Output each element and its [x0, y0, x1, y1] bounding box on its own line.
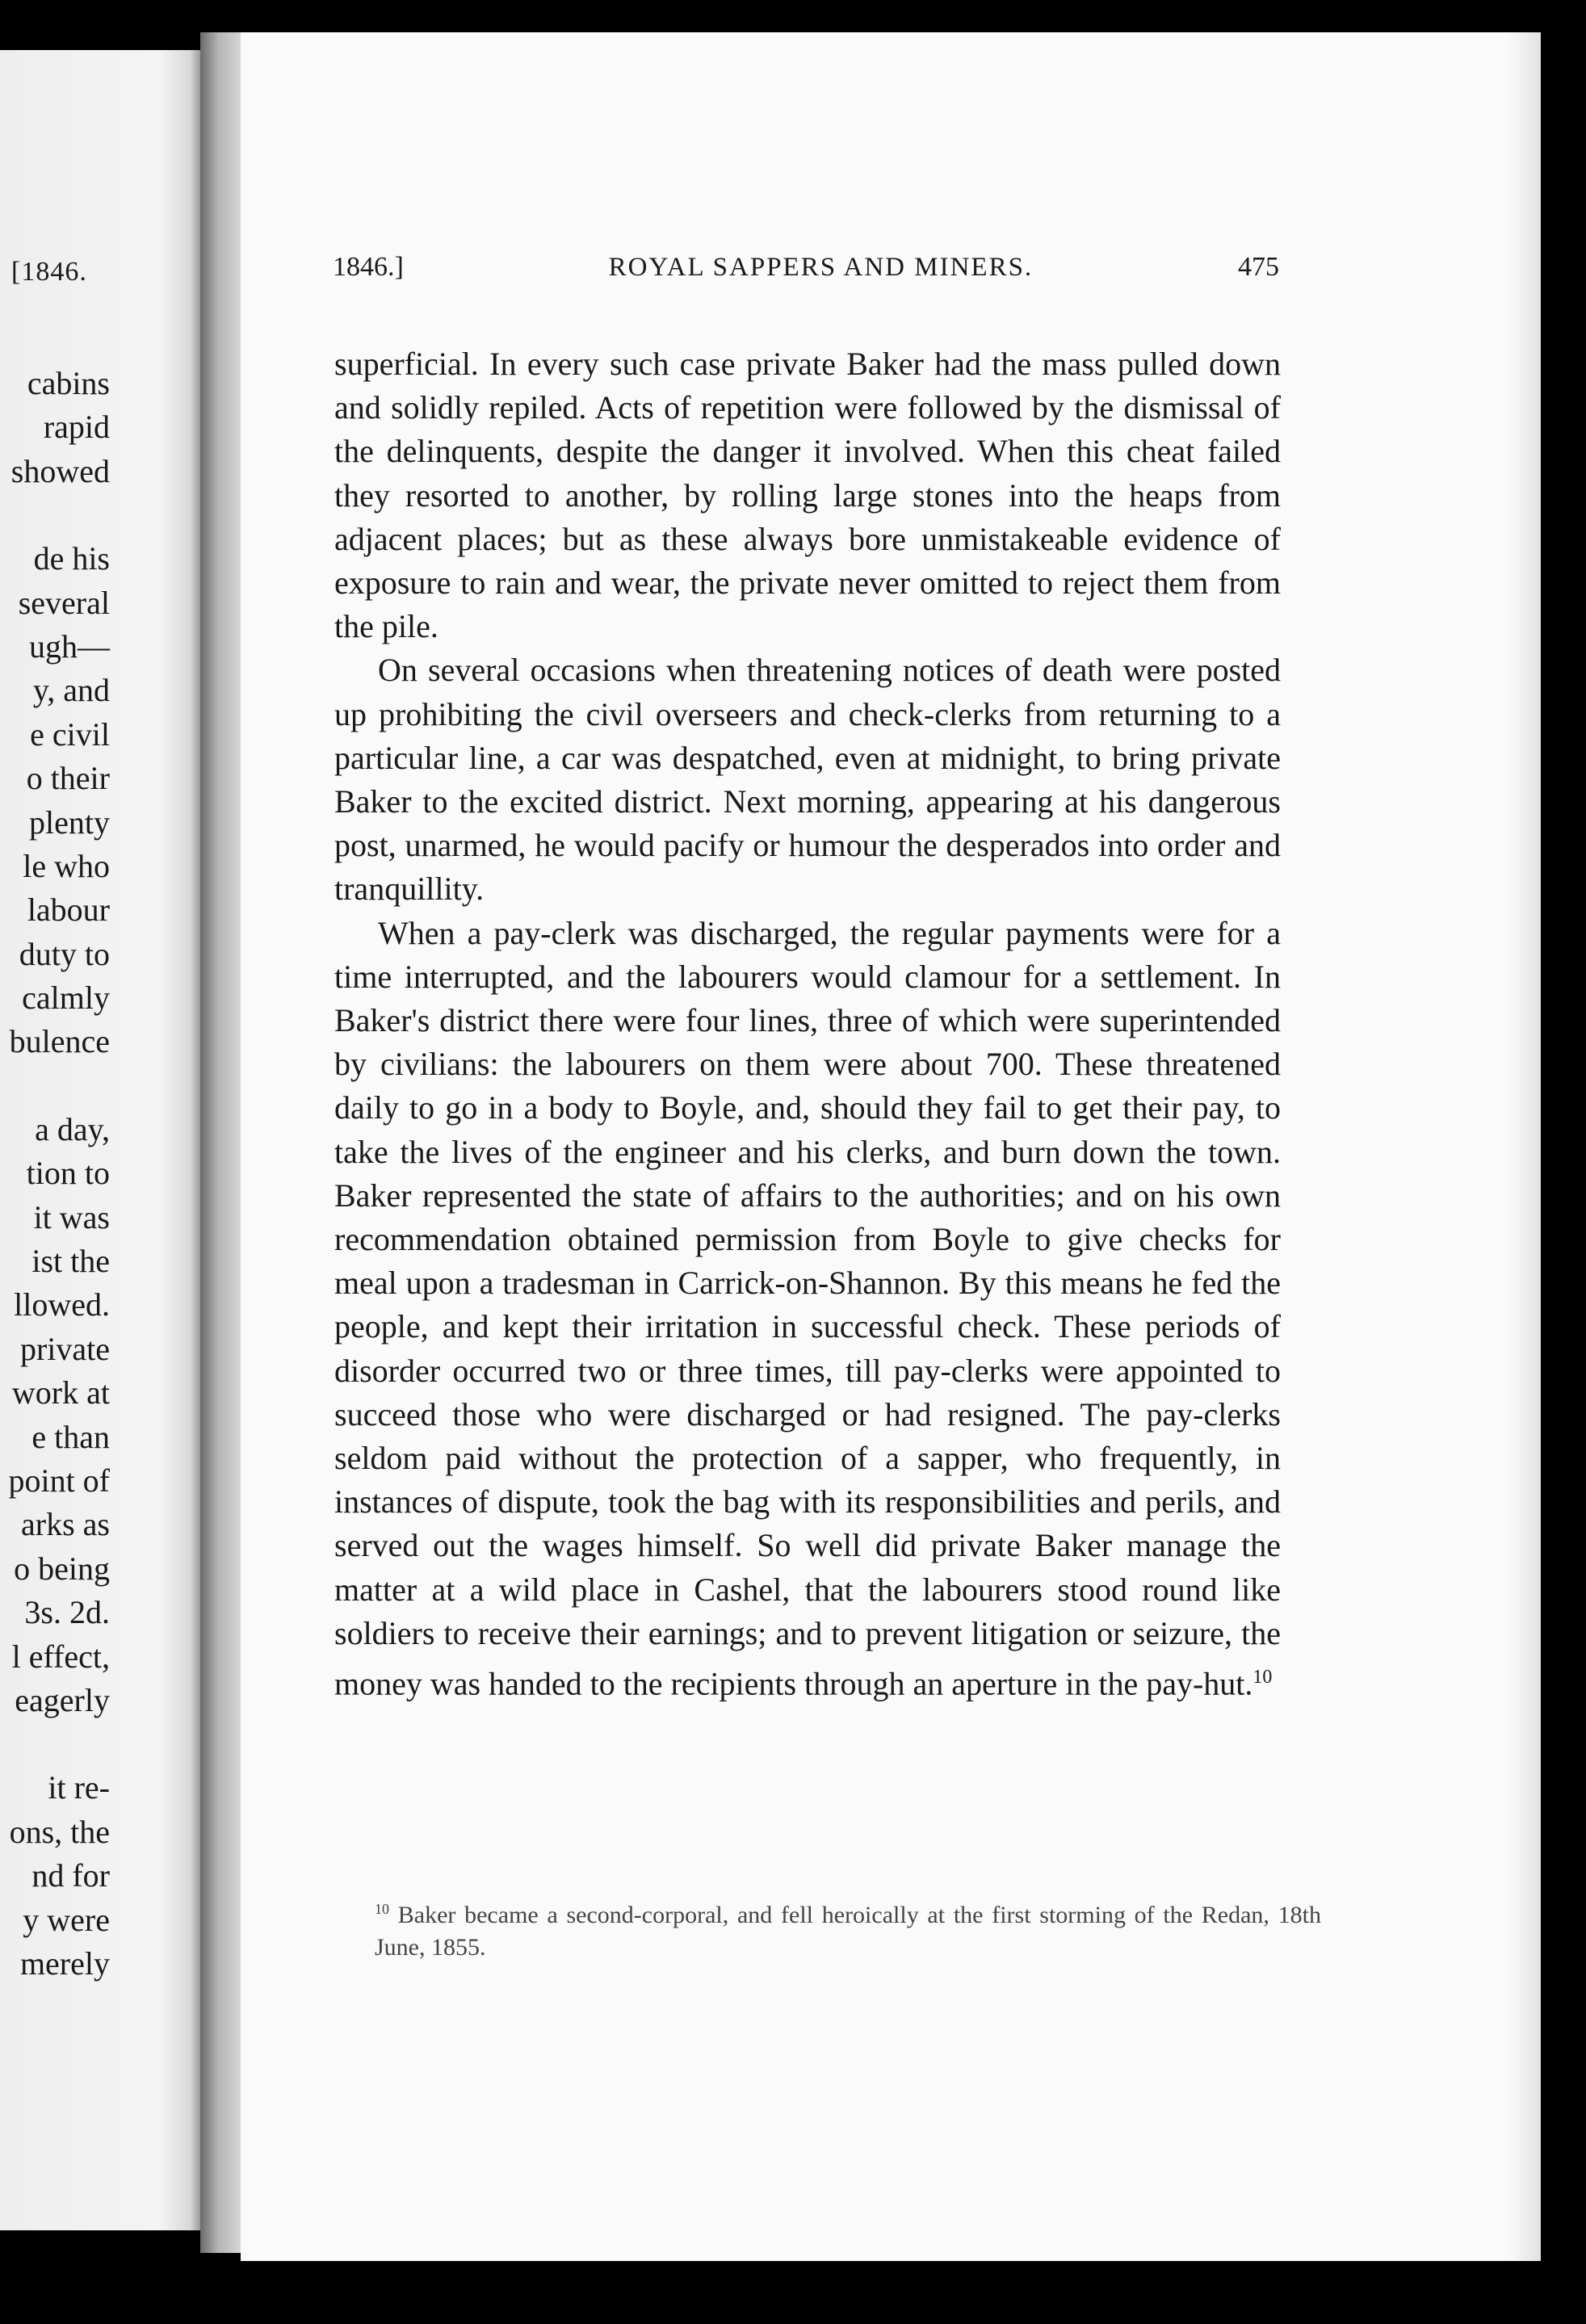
left-line-fragment: y, and — [32, 672, 110, 709]
paragraph-3-text: When a pay-clerk was discharged, the regular payments were for a time interrupted, and the labourers would clamour for a settlement. In Baker's district there were four lines, three of which were superintended by civilians: the labourers on them were about 700. These threatened daily to go in a body to Boyle, and, should they fail to get their pay, to take the lives of the engineer and his clerks, and burn down the town. Baker represented the state of affairs to the authorities; and on his own recommendation obtained permission from Boyle to give checks for meal upon a tradesman in Carrick-on-Shannon. By this means he fed the people, and kept their irritation in successful check. These periods of disorder occurred two or three times, till pay-clerks were appointed to succeed those who were discharged or had resigned. The pay-clerks seldom paid without the protection of a sapper, who frequently, in instances of dispute, took the bag with its responsibilities and perils, and served out the wages himself. So well did private Baker manage the matter at a wild place in Cashel, that the labourers stood round like soldiers to receive their earnings; and to prevent litigation or seizure, the money was handed to the recipients through an aperture in the pay-hut. — [334, 914, 1281, 1702]
left-line-fragment: ugh— — [29, 627, 110, 665]
left-line-fragment: 3s. 2d. — [24, 1594, 110, 1631]
running-head-year: 1846.] — [333, 252, 404, 282]
right-page — [241, 32, 1541, 2261]
left-line-fragment: several — [18, 584, 110, 621]
left-line-fragment: e than — [31, 1418, 110, 1455]
left-line-fragment — [8, 493, 110, 537]
paragraph-1: superficial. In every such case private Baker had the mass pulled down and solidly repiled. Acts of repetition were followed by the dismissal of the delinquents, despite the danger it involved. When this cheat failed they resorted to another, by rolling large stones into the heaps from adjacent places; but as these always bore unmistakeable evidence of exposure to rain and wear, the private never omitted to reject them from the pile. — [334, 346, 1281, 645]
left-line-fragment: rapid — [43, 409, 110, 446]
left-line-fragment: y were — [23, 1901, 110, 1938]
left-line-fragment: l effect, — [11, 1638, 110, 1675]
left-line-fragment: plenty — [29, 803, 110, 841]
left-line-fragment: de his — [33, 540, 110, 577]
left-line-fragment: duty to — [19, 935, 110, 972]
page-edge-shadow — [1508, 32, 1541, 2261]
paragraph-3 — [334, 912, 1281, 1706]
left-line-fragment: ons, the — [9, 1813, 110, 1850]
left-line-fragment: o their — [26, 760, 110, 797]
left-line-fragment: a day, — [35, 1110, 110, 1147]
left-line-fragment: showed — [10, 452, 110, 489]
left-line-fragment: le who — [23, 847, 110, 884]
left-line-fragment: cabins — [27, 365, 110, 401]
left-line-fragment: it re- — [48, 1769, 110, 1806]
footnote — [375, 1893, 1321, 1964]
left-line-fragment: work at — [11, 1374, 110, 1412]
left-line-fragment: bulence — [9, 1023, 110, 1060]
left-line-fragment: ist the — [31, 1243, 110, 1280]
paragraph-2: On several occasions when threatening notices of death were posted up prohibiting the civil overseers and check-clerks from returning to a particular line, a car was despatched, even at midnight, to bring private Baker to the excited district. Next morning, appearing at his dangerous post, unarmed, he would pacify or humour the desperados into order and tranquillity. — [334, 652, 1281, 908]
left-line-fragment — [8, 1722, 110, 1766]
left-line-fragment: llowed. — [14, 1286, 110, 1324]
left-line-fragment: calmly — [22, 980, 110, 1017]
footnote-reference: 10 — [1252, 1667, 1273, 1688]
left-line-fragment: arks as — [21, 1506, 110, 1543]
running-head — [333, 252, 1279, 283]
left-page-text-fragments — [8, 362, 110, 1986]
footnote-marker: 10 — [375, 1901, 389, 1917]
left-line-fragment: merely — [19, 1944, 110, 1982]
left-line-fragment: nd for — [31, 1857, 110, 1894]
left-line-fragment: point of — [8, 1462, 110, 1499]
left-running-head: [1846. — [11, 257, 87, 287]
page-number: 475 — [1237, 252, 1279, 282]
left-line-fragment: eagerly — [15, 1681, 110, 1718]
running-head-title: ROYAL SAPPERS AND MINERS. — [608, 253, 1034, 282]
left-line-fragment: private — [19, 1330, 110, 1367]
left-line-fragment — [8, 1064, 110, 1108]
left-line-fragment: o being — [14, 1550, 110, 1587]
footnote-text: Baker became a second-corporal, and fell heroically at the first storming of the Redan, 18th June, 1855. — [375, 1902, 1322, 1961]
body-text — [334, 342, 1281, 1706]
left-line-fragment: e civil — [30, 715, 110, 753]
left-line-fragment: labour — [27, 891, 110, 929]
left-line-fragment: it was — [33, 1198, 110, 1235]
left-line-fragment: tion to — [26, 1155, 110, 1192]
left-facing-page — [0, 50, 200, 2230]
book-gutter — [200, 32, 241, 2253]
